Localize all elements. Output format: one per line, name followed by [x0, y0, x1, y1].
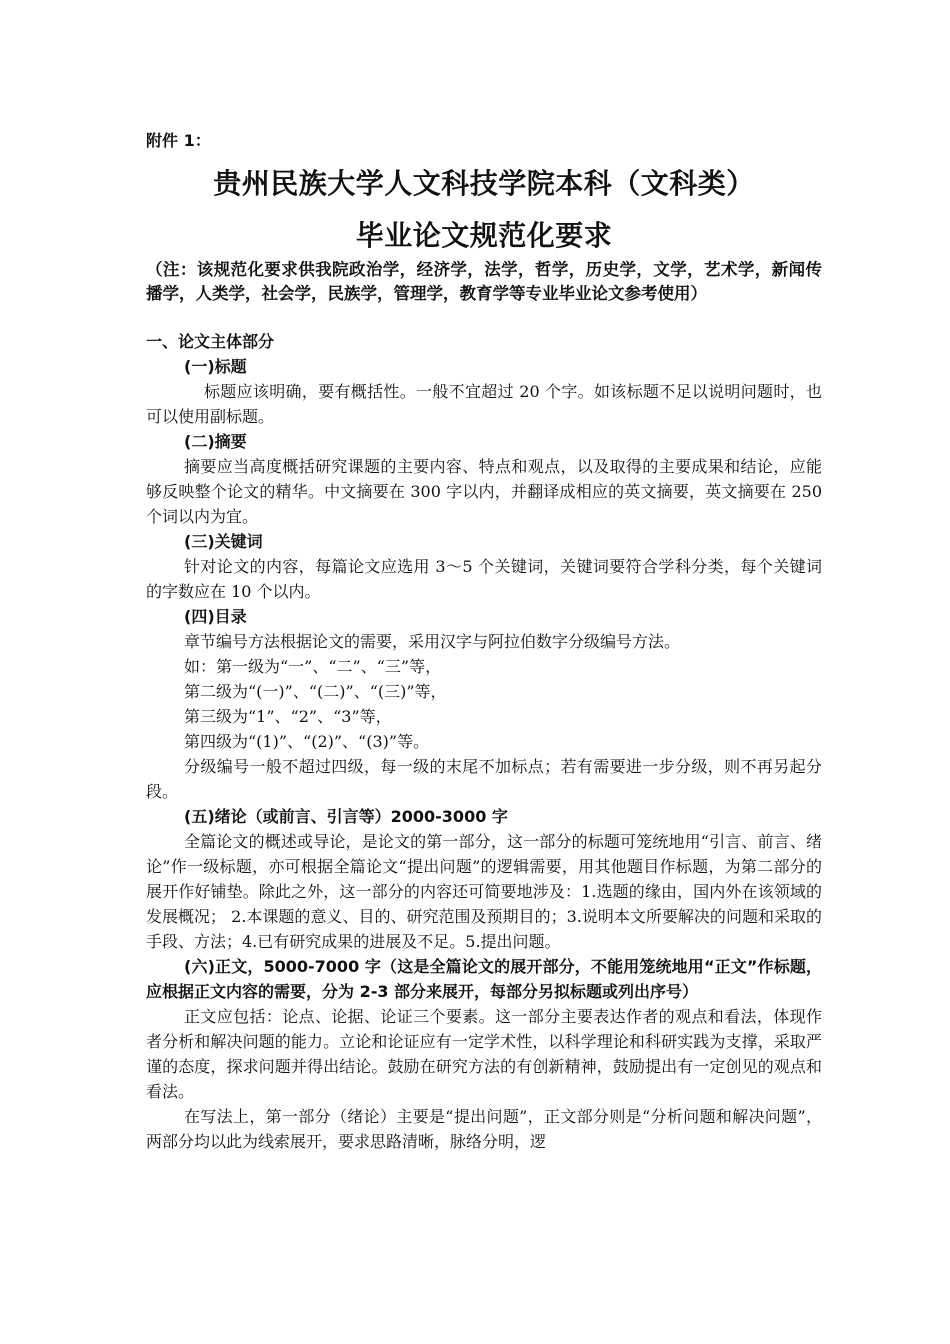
toc-level-1: 如：第一级为“一”、“二”、“三”等， — [184, 657, 442, 676]
document-subtitle: 毕业论文规范化要求 — [355, 219, 613, 252]
usage-note: （注：该规范化要求供我院政治学，经济学，法学，哲学，历史学，文学，艺术学，新闻传播学，人类学，社会学，民族学，管理学，教育学等专业毕业论文参考使用） — [146, 260, 822, 303]
paragraph-body-2: 在写法上，第一部分（绪论）主要是“提出问题”，正文部分则是“分析问题和解决问题”，两部分均以此为线索展开，要求思路清晰，脉络分明，逻 — [146, 1107, 822, 1151]
document-title: 贵州民族大学人文科技学院本科（文科类） — [213, 167, 755, 200]
subheading-abstract: (二)摘要 — [184, 432, 247, 451]
attachment-label: 附件 1： — [146, 131, 211, 150]
paragraph-title: 标题应该明确，要有概括性。一般不宜超过 20 个字。如该标题不足以说明问题时，也可以使用副标题。 — [146, 382, 822, 426]
toc-level-3: 第三级为“1”、“2”、“3”等， — [184, 707, 392, 726]
document-page — [146, 126, 822, 1154]
section-heading-main-body: 一、论文主体部分 — [146, 332, 275, 351]
paragraph-toc-intro: 章节编号方法根据论文的需要，采用汉字与阿拉伯数字分级编号方法。 — [184, 632, 681, 651]
toc-level-4: 第四级为“(1)”、“(2)”、“(3)”等。 — [184, 732, 430, 751]
paragraph-toc-outro: 分级编号一般不超过四级，每一级的末尾不加标点；若有需要进一步分级，则不再另起分段。 — [146, 757, 822, 801]
subheading-introduction: (五)绪论（或前言、引言等）2000-3000 字 — [184, 807, 508, 826]
subheading-title: (一)标题 — [184, 357, 247, 376]
toc-level-2: 第二级为“(一)”、“(二)”、“(三)”等， — [184, 682, 447, 701]
paragraph-introduction: 全篇论文的概述或导论，是论文的第一部分，这一部分的标题可笼统地用“引言、前言、绪论”作一级标题，亦可根据全篇论文“提出问题”的逻辑需要，用其他题目作标题，为第二部分的展开作好铺垫。除此之外，这一部分的内容还可简要地涉及：1.选题的缘由，国内外在该领域的发展概况； 2.本课题的意义、目的、研究范围及预期目的；3.说明本文所要解决的问题和采取的手段、方法；4.已有研究成果的进展及不足。5.提出问题。 — [146, 832, 822, 951]
paragraph-abstract: 摘要应当高度概括研究课题的主要内容、特点和观点，以及取得的主要成果和结论，应能够反映整个论文的精华。中文摘要在 300 字以内，并翻译成相应的英文摘要，英文摘要在 250 个词以内为宜。 — [146, 457, 822, 526]
paragraph-body-1: 正文应包括：论点、论据、论证三个要素。这一部分主要表达作者的观点和看法，体现作者分析和解决问题的能力。立论和论证应有一定学术性，以科学理论和科研实践为支撑，采取严谨的态度，探求问题并得出结论。鼓励在研究方法的有创新精神，鼓励提出有一定创见的观点和看法。 — [146, 1007, 822, 1101]
paragraph-keywords: 针对论文的内容，每篇论文应选用 3～5 个关键词，关键词要符合学科分类，每个关键词的字数应在 10 个以内。 — [146, 557, 822, 601]
subheading-body: (六)正文，5000-7000 字（这是全篇论文的展开部分，不能用笼统地用“正文”作标题，应根据正文内容的需要，分为 2-3 部分来展开，每部分另拟标题或列出序号） — [146, 957, 822, 1001]
subheading-toc: (四)目录 — [184, 607, 247, 626]
subheading-keywords: (三)关键词 — [184, 532, 263, 551]
